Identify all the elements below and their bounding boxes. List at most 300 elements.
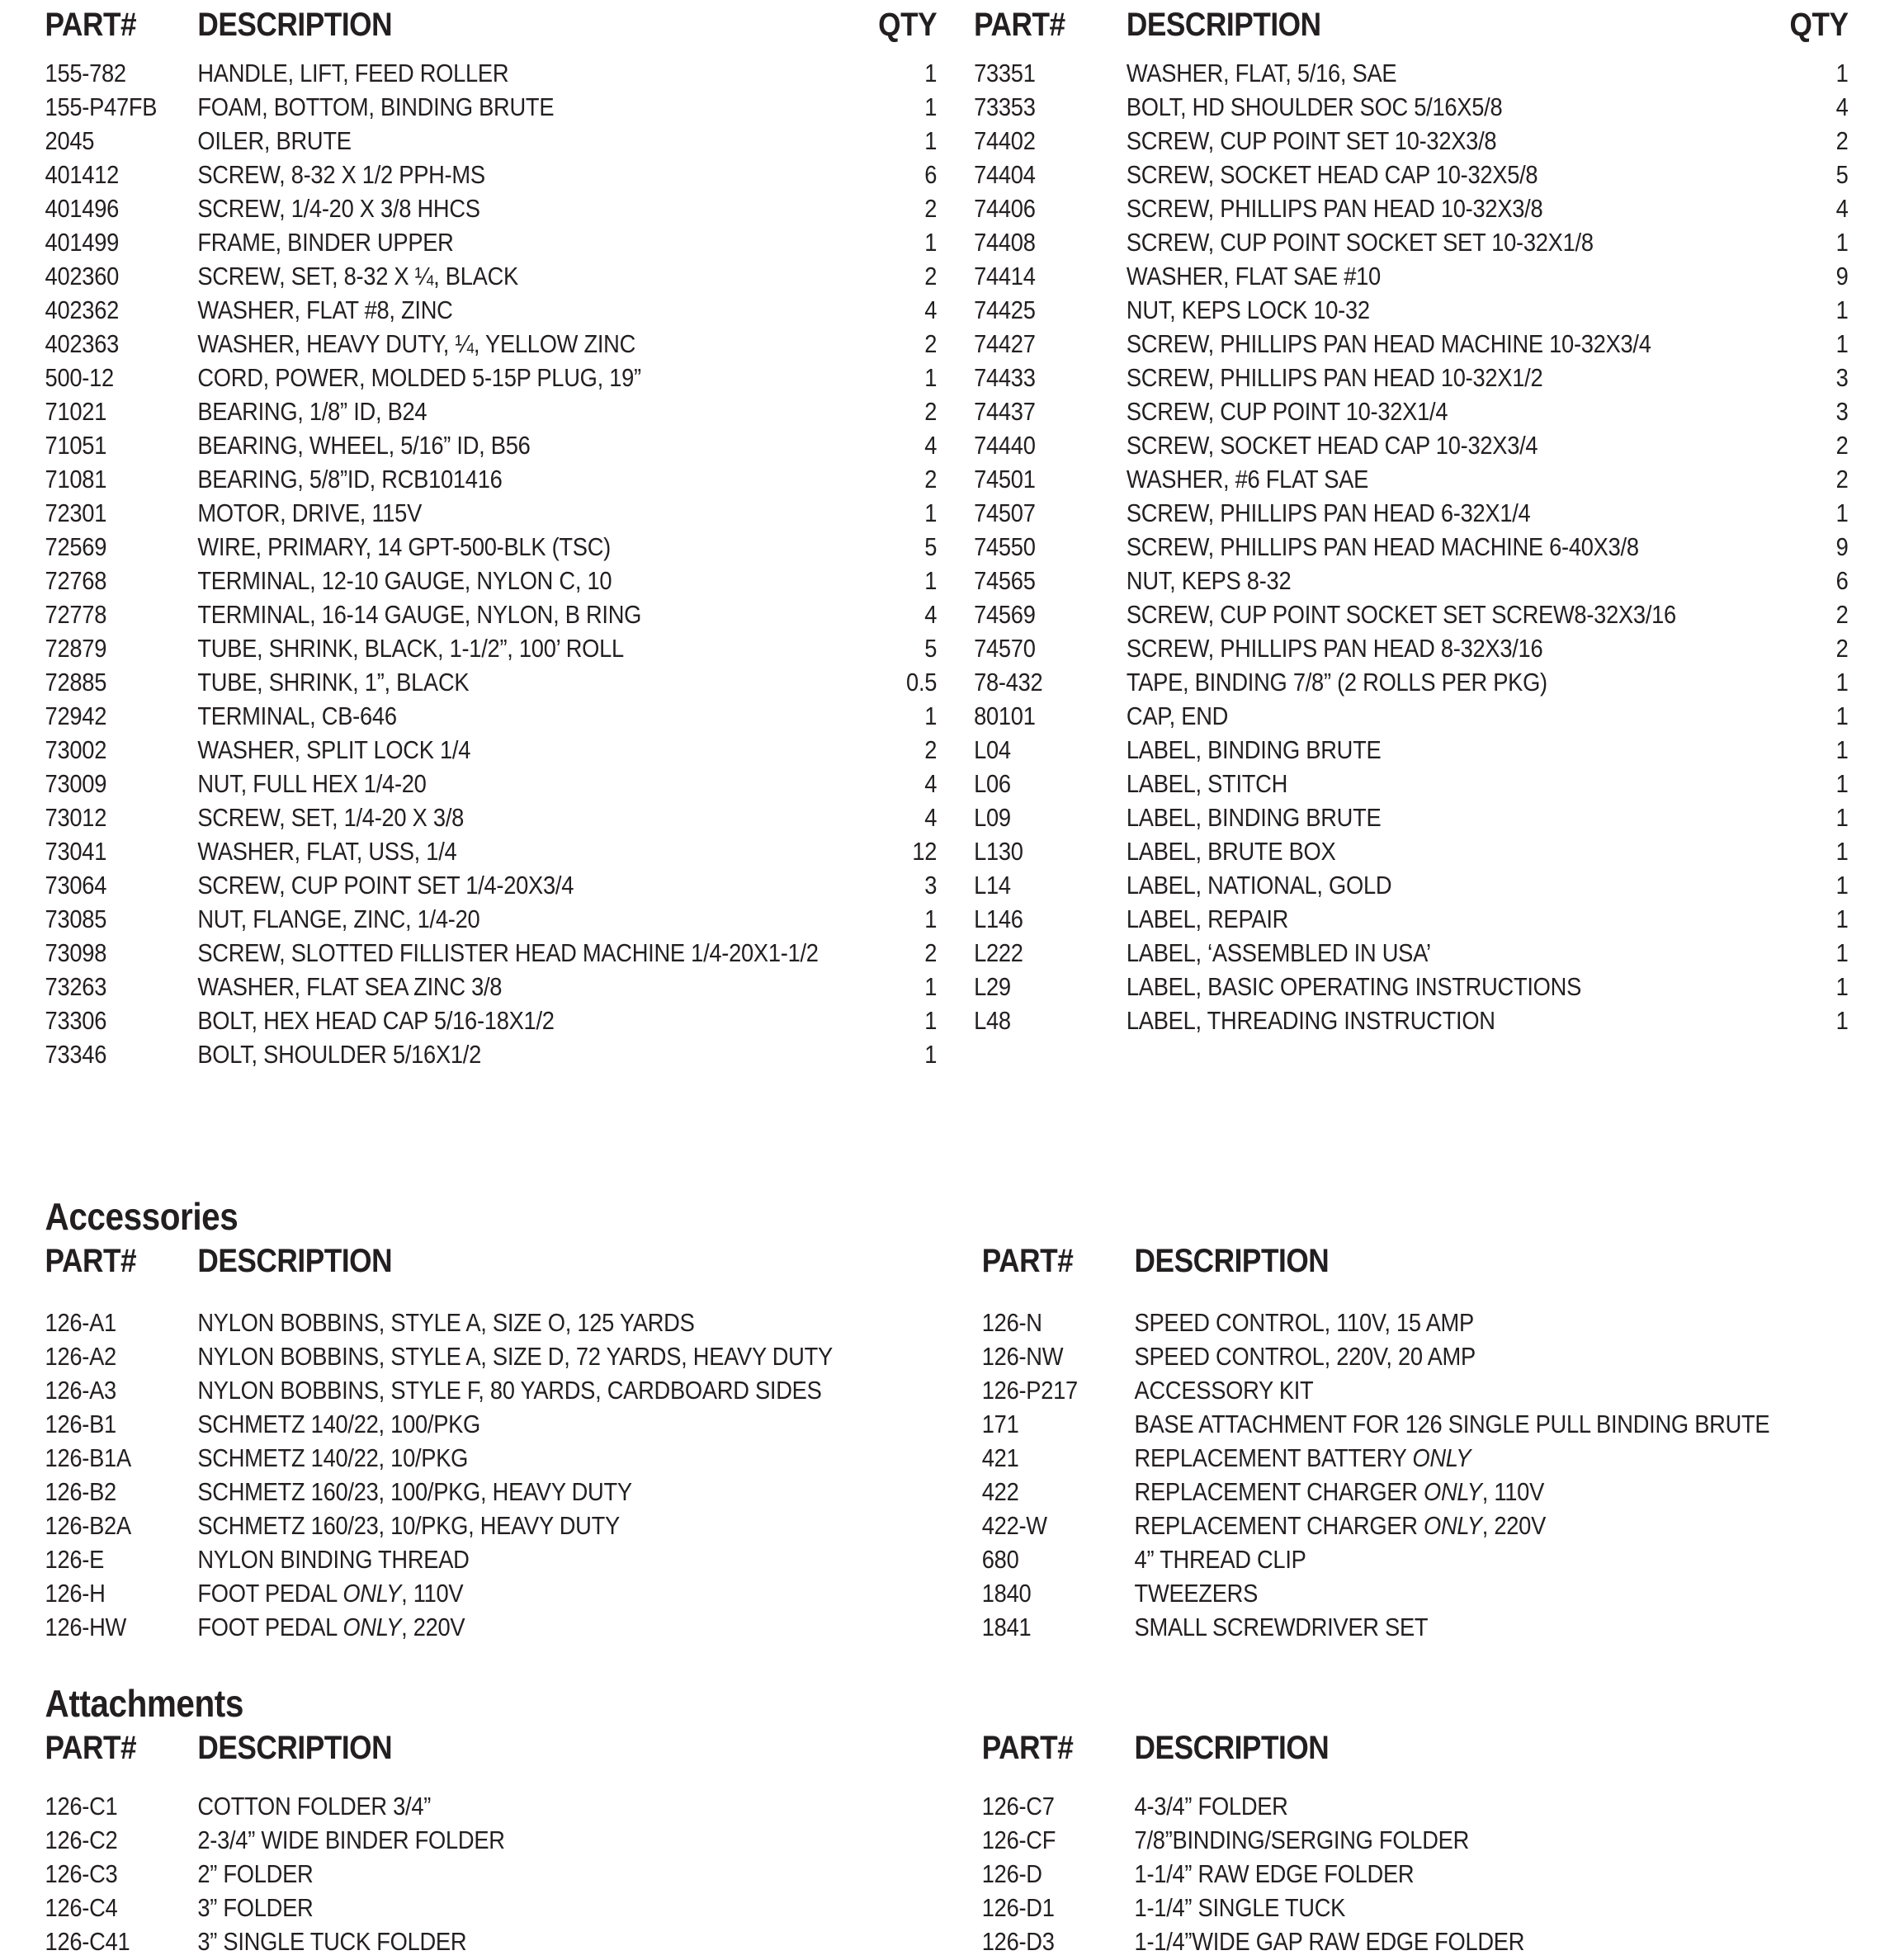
column-header-part: PART# bbox=[981, 1243, 1074, 1279]
table-row bbox=[982, 1476, 1846, 1510]
table-row bbox=[45, 768, 938, 802]
part-qty: 1 bbox=[1835, 295, 1849, 324]
part-qty: 2 bbox=[1835, 634, 1849, 663]
part-qty: 4 bbox=[924, 295, 938, 324]
part-number: 401412 bbox=[45, 160, 120, 189]
table-row bbox=[982, 1341, 1846, 1375]
part-description: 1-1/4”WIDE GAP RAW EDGE FOLDER bbox=[1134, 1927, 1525, 1956]
part-description: FOAM, BOTTOM, BINDING BRUTE bbox=[197, 92, 555, 121]
part-qty: 1 bbox=[924, 904, 938, 933]
part-qty: 5 bbox=[924, 634, 938, 663]
part-number: 74501 bbox=[974, 465, 1036, 494]
part-number: 2045 bbox=[45, 126, 95, 155]
part-number: 126-B2A bbox=[45, 1511, 131, 1540]
part-number: 74427 bbox=[974, 329, 1036, 358]
part-number: 74414 bbox=[974, 262, 1036, 290]
part-description: BEARING, 1/8” ID, B24 bbox=[197, 397, 427, 426]
part-number: 73351 bbox=[974, 59, 1036, 87]
table-row bbox=[982, 1375, 1846, 1409]
table-row bbox=[974, 396, 1849, 430]
accessories-left-rows bbox=[45, 1307, 938, 1646]
part-description: BOLT, SHOULDER 5/16X1/2 bbox=[197, 1040, 482, 1069]
part-description: SCREW, SET, 1/4-20 X 3/8 bbox=[197, 803, 465, 832]
part-description: BASE ATTACHMENT FOR 126 SINGLE PULL BINDING BRUTE bbox=[1134, 1410, 1770, 1438]
table-row bbox=[45, 227, 938, 261]
part-description: WASHER, FLAT, 5/16, SAE bbox=[1126, 59, 1397, 87]
table-row bbox=[45, 125, 938, 159]
table-row bbox=[974, 904, 1849, 937]
table-row bbox=[974, 58, 1849, 92]
part-number: 422-W bbox=[981, 1511, 1047, 1540]
table-row bbox=[982, 1409, 1846, 1443]
part-description: 7/8”BINDING/SERGING FOLDER bbox=[1134, 1825, 1470, 1854]
part-description: BEARING, WHEEL, 5/16” ID, B56 bbox=[197, 431, 531, 460]
part-qty: 4 bbox=[924, 431, 938, 460]
part-description: WASHER, FLAT #8, ZINC bbox=[197, 295, 453, 324]
accessories-section-title: Accessories bbox=[45, 1195, 239, 1238]
part-number: 74570 bbox=[974, 634, 1036, 663]
part-description: BOLT, HD SHOULDER SOC 5/16X5/8 bbox=[1126, 92, 1503, 121]
part-qty: 1 bbox=[1835, 329, 1849, 358]
part-description: REPLACEMENT BATTERY ONLY bbox=[1134, 1443, 1471, 1472]
part-description: OILER, BRUTE bbox=[197, 126, 352, 155]
table-row bbox=[982, 1858, 1846, 1892]
part-qty: 1 bbox=[1835, 938, 1849, 967]
part-number: 402362 bbox=[45, 295, 120, 324]
part-number: 80101 bbox=[974, 701, 1036, 730]
part-number: 126-HW bbox=[45, 1613, 127, 1641]
part-number: L222 bbox=[974, 938, 1023, 967]
table-row bbox=[45, 667, 938, 701]
part-qty: 2 bbox=[924, 938, 938, 967]
part-number: 74404 bbox=[974, 160, 1036, 189]
part-description: NYLON BOBBINS, STYLE F, 80 YARDS, CARDBOARD SIDES bbox=[197, 1376, 822, 1405]
part-number: 126-C4 bbox=[45, 1893, 118, 1922]
table-row bbox=[45, 1341, 938, 1375]
part-description: REPLACEMENT CHARGER ONLY, 220V bbox=[1134, 1511, 1547, 1540]
part-number: 74425 bbox=[974, 295, 1036, 324]
part-number: 78-432 bbox=[974, 668, 1043, 697]
part-qty: 1 bbox=[1835, 701, 1849, 730]
table-row bbox=[982, 1892, 1846, 1926]
part-number: 155-782 bbox=[45, 59, 126, 87]
part-description: LABEL, BINDING BRUTE bbox=[1126, 735, 1382, 764]
part-description: HANDLE, LIFT, FEED ROLLER bbox=[197, 59, 509, 87]
part-description: SCREW, PHILLIPS PAN HEAD 10-32X1/2 bbox=[1126, 363, 1543, 392]
part-description: SCHMETZ 160/23, 100/PKG, HEAVY DUTY bbox=[197, 1477, 632, 1506]
table-row bbox=[45, 261, 938, 295]
table-row bbox=[982, 1578, 1846, 1612]
part-number: 126-D bbox=[981, 1859, 1042, 1888]
table-row bbox=[974, 667, 1849, 701]
part-description: WASHER, FLAT SAE #10 bbox=[1126, 262, 1381, 290]
column-header-description: DESCRIPTION bbox=[1126, 7, 1321, 43]
part-number: 72942 bbox=[45, 701, 107, 730]
part-description: SCREW, CUP POINT SOCKET SET SCREW8-32X3/16 bbox=[1126, 600, 1676, 629]
part-qty: 9 bbox=[1835, 532, 1849, 561]
part-description: LABEL, NATIONAL, GOLD bbox=[1126, 871, 1392, 900]
part-description: SPEED CONTROL, 220V, 20 AMP bbox=[1134, 1342, 1476, 1371]
part-number: 74406 bbox=[974, 194, 1036, 223]
part-qty: 1 bbox=[924, 59, 938, 87]
part-description: NUT, FLANGE, ZINC, 1/4-20 bbox=[197, 904, 480, 933]
part-description: SCREW, PHILLIPS PAN HEAD MACHINE 6-40X3/8 bbox=[1126, 532, 1639, 561]
table-row bbox=[45, 430, 938, 464]
attachments-left-rows bbox=[45, 1791, 938, 1960]
table-row bbox=[45, 498, 938, 531]
table-row bbox=[45, 1510, 938, 1544]
part-number: 72778 bbox=[45, 600, 107, 629]
part-number: 402363 bbox=[45, 329, 120, 358]
part-qty: 9 bbox=[1835, 262, 1849, 290]
part-number: 73002 bbox=[45, 735, 107, 764]
column-header-description: DESCRIPTION bbox=[197, 1243, 393, 1279]
table-row bbox=[974, 362, 1849, 396]
part-qty: 3 bbox=[1835, 397, 1849, 426]
part-number: 71021 bbox=[45, 397, 107, 426]
table-row bbox=[974, 430, 1849, 464]
accessories-right-rows bbox=[982, 1307, 1846, 1646]
part-number: 155-P47FB bbox=[45, 92, 158, 121]
table-row bbox=[982, 1825, 1846, 1858]
part-qty: 1 bbox=[924, 1040, 938, 1069]
part-number: 680 bbox=[981, 1545, 1019, 1574]
table-row bbox=[974, 870, 1849, 904]
column-header-part: PART# bbox=[974, 7, 1065, 43]
part-number: L04 bbox=[974, 735, 1011, 764]
table-row bbox=[45, 92, 938, 125]
table-row bbox=[974, 328, 1849, 362]
table-row bbox=[45, 328, 938, 362]
part-description: 3” FOLDER bbox=[197, 1893, 314, 1922]
part-number: 126-H bbox=[45, 1579, 106, 1608]
part-description: NYLON BOBBINS, STYLE A, SIZE O, 125 YARDS bbox=[197, 1308, 695, 1337]
table-row bbox=[45, 1926, 938, 1960]
table-row bbox=[45, 599, 938, 633]
part-number: 126-C7 bbox=[981, 1792, 1055, 1821]
table-row bbox=[45, 295, 938, 328]
part-number: 421 bbox=[981, 1443, 1019, 1472]
part-number: L06 bbox=[974, 769, 1011, 798]
part-number: 126-A3 bbox=[45, 1376, 116, 1405]
table-row bbox=[45, 396, 938, 430]
table-row bbox=[974, 971, 1849, 1005]
table-row bbox=[982, 1544, 1846, 1578]
part-qty: 5 bbox=[924, 532, 938, 561]
part-qty: 1 bbox=[1835, 59, 1849, 87]
part-description: SCHMETZ 140/22, 10/PKG bbox=[197, 1443, 469, 1472]
part-qty: 2 bbox=[924, 465, 938, 494]
part-description: LABEL, ‘ASSEMBLED IN USA’ bbox=[1126, 938, 1431, 967]
part-number: 73041 bbox=[45, 837, 107, 866]
part-description: BOLT, HEX HEAD CAP 5/16-18X1/2 bbox=[197, 1006, 555, 1035]
table-row bbox=[45, 1307, 938, 1341]
part-qty: 2 bbox=[924, 262, 938, 290]
table-row bbox=[45, 58, 938, 92]
table-row bbox=[45, 1476, 938, 1510]
table-row bbox=[974, 937, 1849, 971]
table-row bbox=[974, 227, 1849, 261]
part-description: CORD, POWER, MOLDED 5-15P PLUG, 19” bbox=[197, 363, 641, 392]
table-row bbox=[45, 734, 938, 768]
part-number: 73306 bbox=[45, 1006, 107, 1035]
part-description: SCREW, PHILLIPS PAN HEAD MACHINE 10-32X3/4 bbox=[1126, 329, 1651, 358]
part-number: 74569 bbox=[974, 600, 1036, 629]
part-description: WASHER, FLAT SEA ZINC 3/8 bbox=[197, 972, 503, 1001]
table-row bbox=[982, 1612, 1846, 1646]
part-number: 402360 bbox=[45, 262, 120, 290]
part-qty: 1 bbox=[1835, 735, 1849, 764]
part-number: 73263 bbox=[45, 972, 107, 1001]
column-header-description: DESCRIPTION bbox=[197, 7, 393, 43]
part-number: 126-D3 bbox=[981, 1927, 1055, 1956]
part-qty: 4 bbox=[1835, 92, 1849, 121]
part-description: TERMINAL, 12-10 GAUGE, NYLON C, 10 bbox=[197, 566, 612, 595]
table-row bbox=[974, 768, 1849, 802]
part-number: 126-A2 bbox=[45, 1342, 116, 1371]
part-description: SCREW, CUP POINT SET 10-32X3/8 bbox=[1126, 126, 1497, 155]
part-qty: 1 bbox=[1835, 871, 1849, 900]
part-qty: 1 bbox=[924, 566, 938, 595]
part-qty: 1 bbox=[1835, 803, 1849, 832]
table-row bbox=[45, 1005, 938, 1039]
table-row bbox=[45, 159, 938, 193]
part-number: L09 bbox=[974, 803, 1011, 832]
part-number: 126-C41 bbox=[45, 1927, 130, 1956]
part-number: 126-N bbox=[981, 1308, 1042, 1337]
part-qty: 1 bbox=[924, 498, 938, 527]
part-description: ACCESSORY KIT bbox=[1134, 1376, 1314, 1405]
part-description: FOOT PEDAL ONLY, 220V bbox=[197, 1613, 465, 1641]
part-description: SCREW, 8-32 X 1/2 PPH-MS bbox=[197, 160, 485, 189]
part-qty: 1 bbox=[1835, 769, 1849, 798]
part-description: LABEL, REPAIR bbox=[1126, 904, 1289, 933]
part-number: 72879 bbox=[45, 634, 107, 663]
part-description: SCREW, CUP POINT SET 1/4-20X3/4 bbox=[197, 871, 574, 900]
part-qty: 2 bbox=[924, 397, 938, 426]
part-number: 73012 bbox=[45, 803, 107, 832]
part-number: 74565 bbox=[974, 566, 1036, 595]
table-row bbox=[45, 836, 938, 870]
part-number: 74440 bbox=[974, 431, 1036, 460]
table-row bbox=[45, 802, 938, 836]
part-description: WIRE, PRIMARY, 14 GPT-500-BLK (TSC) bbox=[197, 532, 611, 561]
part-description: TERMINAL, 16-14 GAUGE, NYLON, B RING bbox=[197, 600, 642, 629]
part-description: COTTON FOLDER 3/4” bbox=[197, 1792, 432, 1821]
part-qty: 1 bbox=[1835, 837, 1849, 866]
column-header-part: PART# bbox=[45, 1730, 137, 1766]
part-qty: 1 bbox=[924, 92, 938, 121]
part-number: 126-C3 bbox=[45, 1859, 118, 1888]
column-header-part: PART# bbox=[981, 1730, 1074, 1766]
part-number: 73009 bbox=[45, 769, 107, 798]
table-row bbox=[45, 701, 938, 734]
table-row bbox=[974, 159, 1849, 193]
part-number: 73085 bbox=[45, 904, 107, 933]
part-number: 74408 bbox=[974, 228, 1036, 257]
part-qty: 1 bbox=[1835, 972, 1849, 1001]
table-row bbox=[974, 498, 1849, 531]
table-row bbox=[974, 295, 1849, 328]
part-number: 126-D1 bbox=[981, 1893, 1055, 1922]
part-qty: 3 bbox=[924, 871, 938, 900]
part-qty: 1 bbox=[1835, 498, 1849, 527]
part-description: BEARING, 5/8”ID, RCB101416 bbox=[197, 465, 503, 494]
part-number: 72569 bbox=[45, 532, 107, 561]
table-row bbox=[45, 362, 938, 396]
table-row bbox=[45, 565, 938, 599]
part-number: 126-E bbox=[45, 1545, 105, 1574]
table-row bbox=[974, 565, 1849, 599]
part-number: 171 bbox=[981, 1410, 1019, 1438]
part-number: 126-CF bbox=[981, 1825, 1056, 1854]
part-qty: 1 bbox=[924, 1006, 938, 1035]
attachments-section-title: Attachments bbox=[45, 1682, 243, 1725]
part-qty: 1 bbox=[924, 972, 938, 1001]
part-number: 74402 bbox=[974, 126, 1036, 155]
table-row bbox=[45, 1039, 938, 1073]
part-number: 74507 bbox=[974, 498, 1036, 527]
part-description: WASHER, SPLIT LOCK 1/4 bbox=[197, 735, 471, 764]
accessories-left-header bbox=[45, 1243, 938, 1279]
part-description: NYLON BOBBINS, STYLE A, SIZE D, 72 YARDS, HEAVY DUTY bbox=[197, 1342, 833, 1371]
part-description: SCREW, SET, 8-32 X ¼, BLACK bbox=[197, 262, 518, 290]
part-number: 500-12 bbox=[45, 363, 114, 392]
column-header-part: PART# bbox=[45, 7, 137, 43]
part-qty: 6 bbox=[924, 160, 938, 189]
part-number: 73346 bbox=[45, 1040, 107, 1069]
part-description: LABEL, BINDING BRUTE bbox=[1126, 803, 1382, 832]
table-row bbox=[45, 1858, 938, 1892]
table-row bbox=[45, 937, 938, 971]
table-row bbox=[974, 802, 1849, 836]
table-row bbox=[45, 1825, 938, 1858]
table-row bbox=[45, 633, 938, 667]
part-description: TUBE, SHRINK, BLACK, 1-1/2”, 100’ ROLL bbox=[197, 634, 624, 663]
accessories-right-header bbox=[982, 1243, 1846, 1279]
parts-table-left-rows bbox=[45, 58, 938, 1073]
part-description: 3” SINGLE TUCK FOLDER bbox=[197, 1927, 467, 1956]
part-number: 72301 bbox=[45, 498, 107, 527]
part-description: SPEED CONTROL, 110V, 15 AMP bbox=[1134, 1308, 1474, 1337]
part-qty: 2 bbox=[924, 194, 938, 223]
part-number: L48 bbox=[974, 1006, 1011, 1035]
table-row bbox=[974, 1005, 1849, 1039]
part-number: 71051 bbox=[45, 431, 107, 460]
part-number: 126-P217 bbox=[981, 1376, 1078, 1405]
part-qty: 4 bbox=[924, 600, 938, 629]
part-qty: 2 bbox=[1835, 431, 1849, 460]
part-qty: 2 bbox=[924, 735, 938, 764]
part-description: 2” FOLDER bbox=[197, 1859, 314, 1888]
table-row bbox=[45, 1544, 938, 1578]
table-row bbox=[45, 904, 938, 937]
column-header-qty: QTY bbox=[1789, 7, 1849, 43]
table-row bbox=[45, 464, 938, 498]
part-number: 74550 bbox=[974, 532, 1036, 561]
part-qty: 6 bbox=[1835, 566, 1849, 595]
part-description: NUT, FULL HEX 1/4-20 bbox=[197, 769, 427, 798]
part-description: TUBE, SHRINK, 1”, BLACK bbox=[197, 668, 470, 697]
part-qty: 4 bbox=[924, 803, 938, 832]
part-description: SCREW, CUP POINT 10-32X1/4 bbox=[1126, 397, 1448, 426]
table-row bbox=[974, 734, 1849, 768]
part-description: LABEL, STITCH bbox=[1126, 769, 1288, 798]
part-number: L146 bbox=[974, 904, 1023, 933]
part-description: SCREW, PHILLIPS PAN HEAD 10-32X3/8 bbox=[1126, 194, 1543, 223]
part-number: 72768 bbox=[45, 566, 107, 595]
part-description: NYLON BINDING THREAD bbox=[197, 1545, 470, 1574]
part-description: LABEL, THREADING INSTRUCTION bbox=[1126, 1006, 1495, 1035]
part-qty: 2 bbox=[1835, 465, 1849, 494]
table-row bbox=[974, 531, 1849, 565]
part-description: CAP, END bbox=[1126, 701, 1229, 730]
part-description: SCREW, SLOTTED FILLISTER HEAD MACHINE 1/4-20X1-1/2 bbox=[197, 938, 819, 967]
part-description: SCREW, PHILLIPS PAN HEAD 8-32X3/16 bbox=[1126, 634, 1543, 663]
table-row bbox=[45, 1791, 938, 1825]
table-row bbox=[45, 1409, 938, 1443]
table-row bbox=[974, 92, 1849, 125]
part-qty: 4 bbox=[924, 769, 938, 798]
part-qty: 12 bbox=[912, 837, 938, 866]
part-description: FRAME, BINDER UPPER bbox=[197, 228, 454, 257]
part-qty: 1 bbox=[1835, 1006, 1849, 1035]
part-qty: 1 bbox=[924, 363, 938, 392]
part-description: 2-3/4” WIDE BINDER FOLDER bbox=[197, 1825, 505, 1854]
part-qty: 5 bbox=[1835, 160, 1849, 189]
part-qty: 2 bbox=[924, 329, 938, 358]
table-row bbox=[45, 1375, 938, 1409]
table-row bbox=[974, 125, 1849, 159]
part-number: 126-NW bbox=[981, 1342, 1064, 1371]
part-description: TWEEZERS bbox=[1134, 1579, 1259, 1608]
table-row bbox=[974, 836, 1849, 870]
part-description: SCHMETZ 140/22, 100/PKG bbox=[197, 1410, 481, 1438]
part-description: MOTOR, DRIVE, 115V bbox=[197, 498, 423, 527]
table-row bbox=[45, 531, 938, 565]
part-description: TAPE, BINDING 7/8” (2 ROLLS PER PKG) bbox=[1126, 668, 1547, 697]
part-description: 1-1/4” RAW EDGE FOLDER bbox=[1134, 1859, 1415, 1888]
part-number: L130 bbox=[974, 837, 1023, 866]
part-number: 126-C1 bbox=[45, 1792, 118, 1821]
part-description: SCREW, SOCKET HEAD CAP 10-32X3/4 bbox=[1126, 431, 1538, 460]
table-row bbox=[45, 1612, 938, 1646]
column-header-qty: QTY bbox=[878, 7, 938, 43]
part-description: SCREW, PHILLIPS PAN HEAD 6-32X1/4 bbox=[1126, 498, 1531, 527]
column-header-part: PART# bbox=[45, 1243, 137, 1279]
table-row bbox=[974, 464, 1849, 498]
parts-table-left-header bbox=[45, 7, 938, 43]
part-description: 1-1/4” SINGLE TUCK bbox=[1134, 1893, 1346, 1922]
table-row bbox=[974, 193, 1849, 227]
parts-table-right-rows bbox=[974, 58, 1849, 1039]
part-qty: 4 bbox=[1835, 194, 1849, 223]
part-number: 401496 bbox=[45, 194, 120, 223]
column-header-description: DESCRIPTION bbox=[1134, 1730, 1330, 1766]
table-row bbox=[45, 1443, 938, 1476]
part-description: 4-3/4” FOLDER bbox=[1134, 1792, 1288, 1821]
part-number: 126-B1 bbox=[45, 1410, 116, 1438]
table-row bbox=[982, 1443, 1846, 1476]
table-row bbox=[974, 261, 1849, 295]
parts-table-right-header bbox=[974, 7, 1849, 43]
part-qty: 1 bbox=[924, 701, 938, 730]
part-description: REPLACEMENT CHARGER ONLY, 110V bbox=[1134, 1477, 1545, 1506]
table-row bbox=[45, 971, 938, 1005]
part-number: 74433 bbox=[974, 363, 1036, 392]
part-qty: 1 bbox=[924, 126, 938, 155]
column-header-description: DESCRIPTION bbox=[1134, 1243, 1330, 1279]
